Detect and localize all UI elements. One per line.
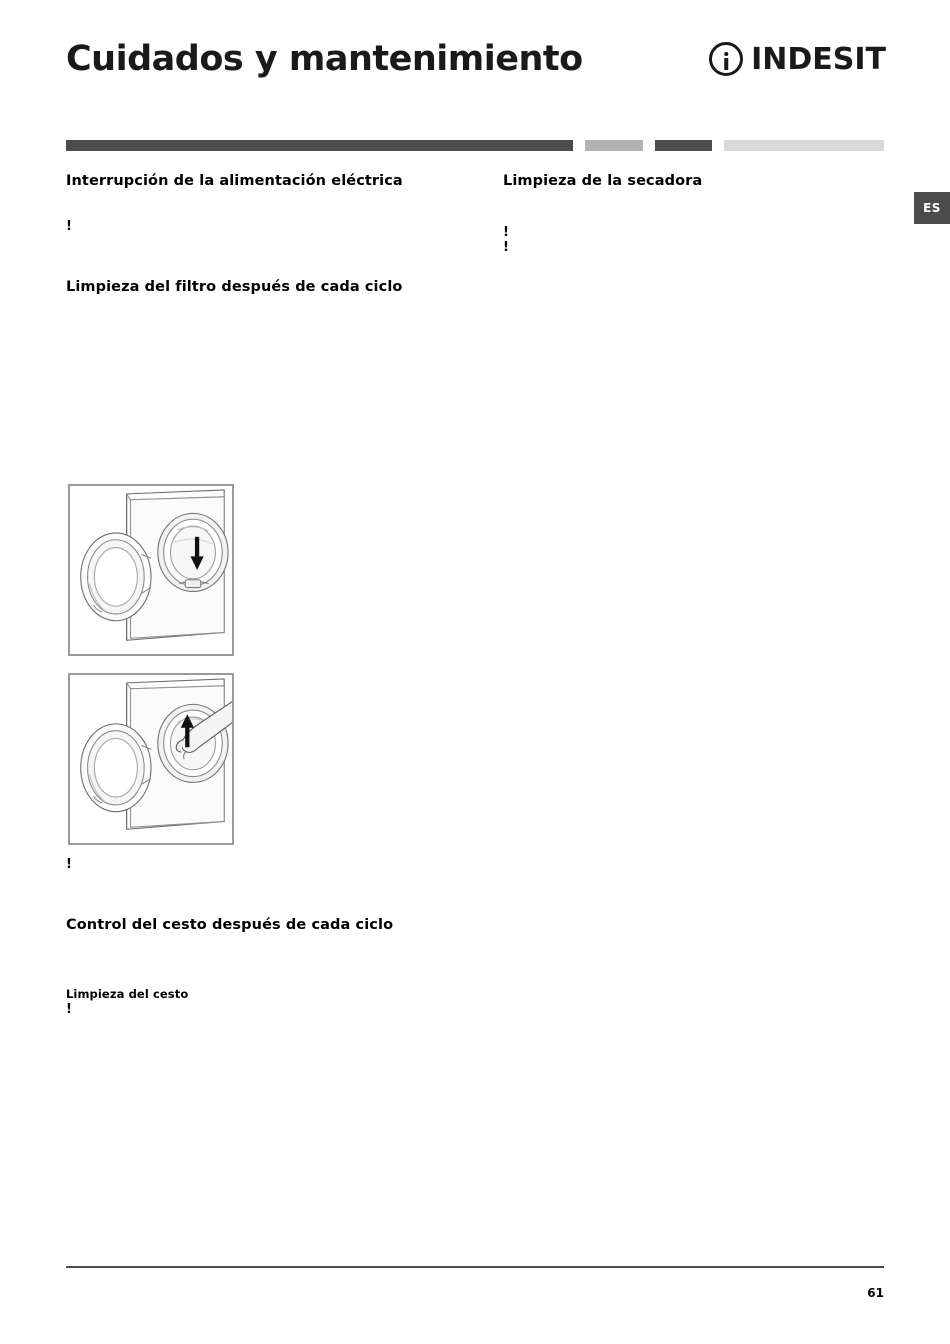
spacer: [66, 935, 436, 987]
figure-dryer-filter-removal-hand: [68, 673, 234, 845]
divider-segment-gap-2: [643, 140, 655, 151]
page-title: Cuidados y mantenimiento: [66, 39, 583, 79]
indesit-i-circle-icon: [709, 42, 743, 76]
figure-dryer-open-door-filter-location: [68, 484, 234, 656]
divider-segment-gap-3: [712, 140, 724, 151]
spacer: [66, 872, 436, 916]
heading-drum-cleaning: Limpieza del cesto: [66, 986, 189, 1001]
page-number: 61: [867, 1286, 884, 1300]
divider-segment-dark-2: [655, 140, 712, 151]
divider-segment-dark: [66, 140, 573, 151]
heading-filter-cleaning: Limpieza del filtro después de cada ciclo: [66, 279, 403, 296]
note-mark-power-interruption: !: [66, 218, 72, 234]
language-tab-es: ES: [914, 192, 950, 224]
spacer: [66, 234, 436, 278]
brand-name: INDESIT: [751, 41, 886, 77]
footer-divider: [66, 1266, 884, 1268]
spacer: [503, 191, 873, 225]
heading-power-interruption: Interrupción de la alimentación eléctrica: [66, 173, 403, 189]
note-mark-dryer-cleaning-2: !: [503, 240, 509, 256]
note-mark-filter-cleaning: !: [66, 856, 72, 872]
divider-segment-light: [724, 140, 884, 151]
header-divider-band: [66, 140, 884, 151]
note-mark-dryer-cleaning-1: !: [503, 224, 509, 240]
heading-dryer-cleaning: Limpieza de la secadora: [503, 173, 703, 189]
heading-drum-check: Control del cesto después de cada ciclo: [66, 917, 394, 934]
divider-segment-mid: [585, 140, 642, 151]
page-header: [66, 28, 886, 90]
divider-segment-gap: [573, 140, 585, 151]
spacer: [66, 191, 436, 219]
right-column: [503, 172, 873, 256]
note-mark-drum-cleaning: !: [66, 1001, 72, 1017]
brand-logo: [709, 42, 886, 77]
